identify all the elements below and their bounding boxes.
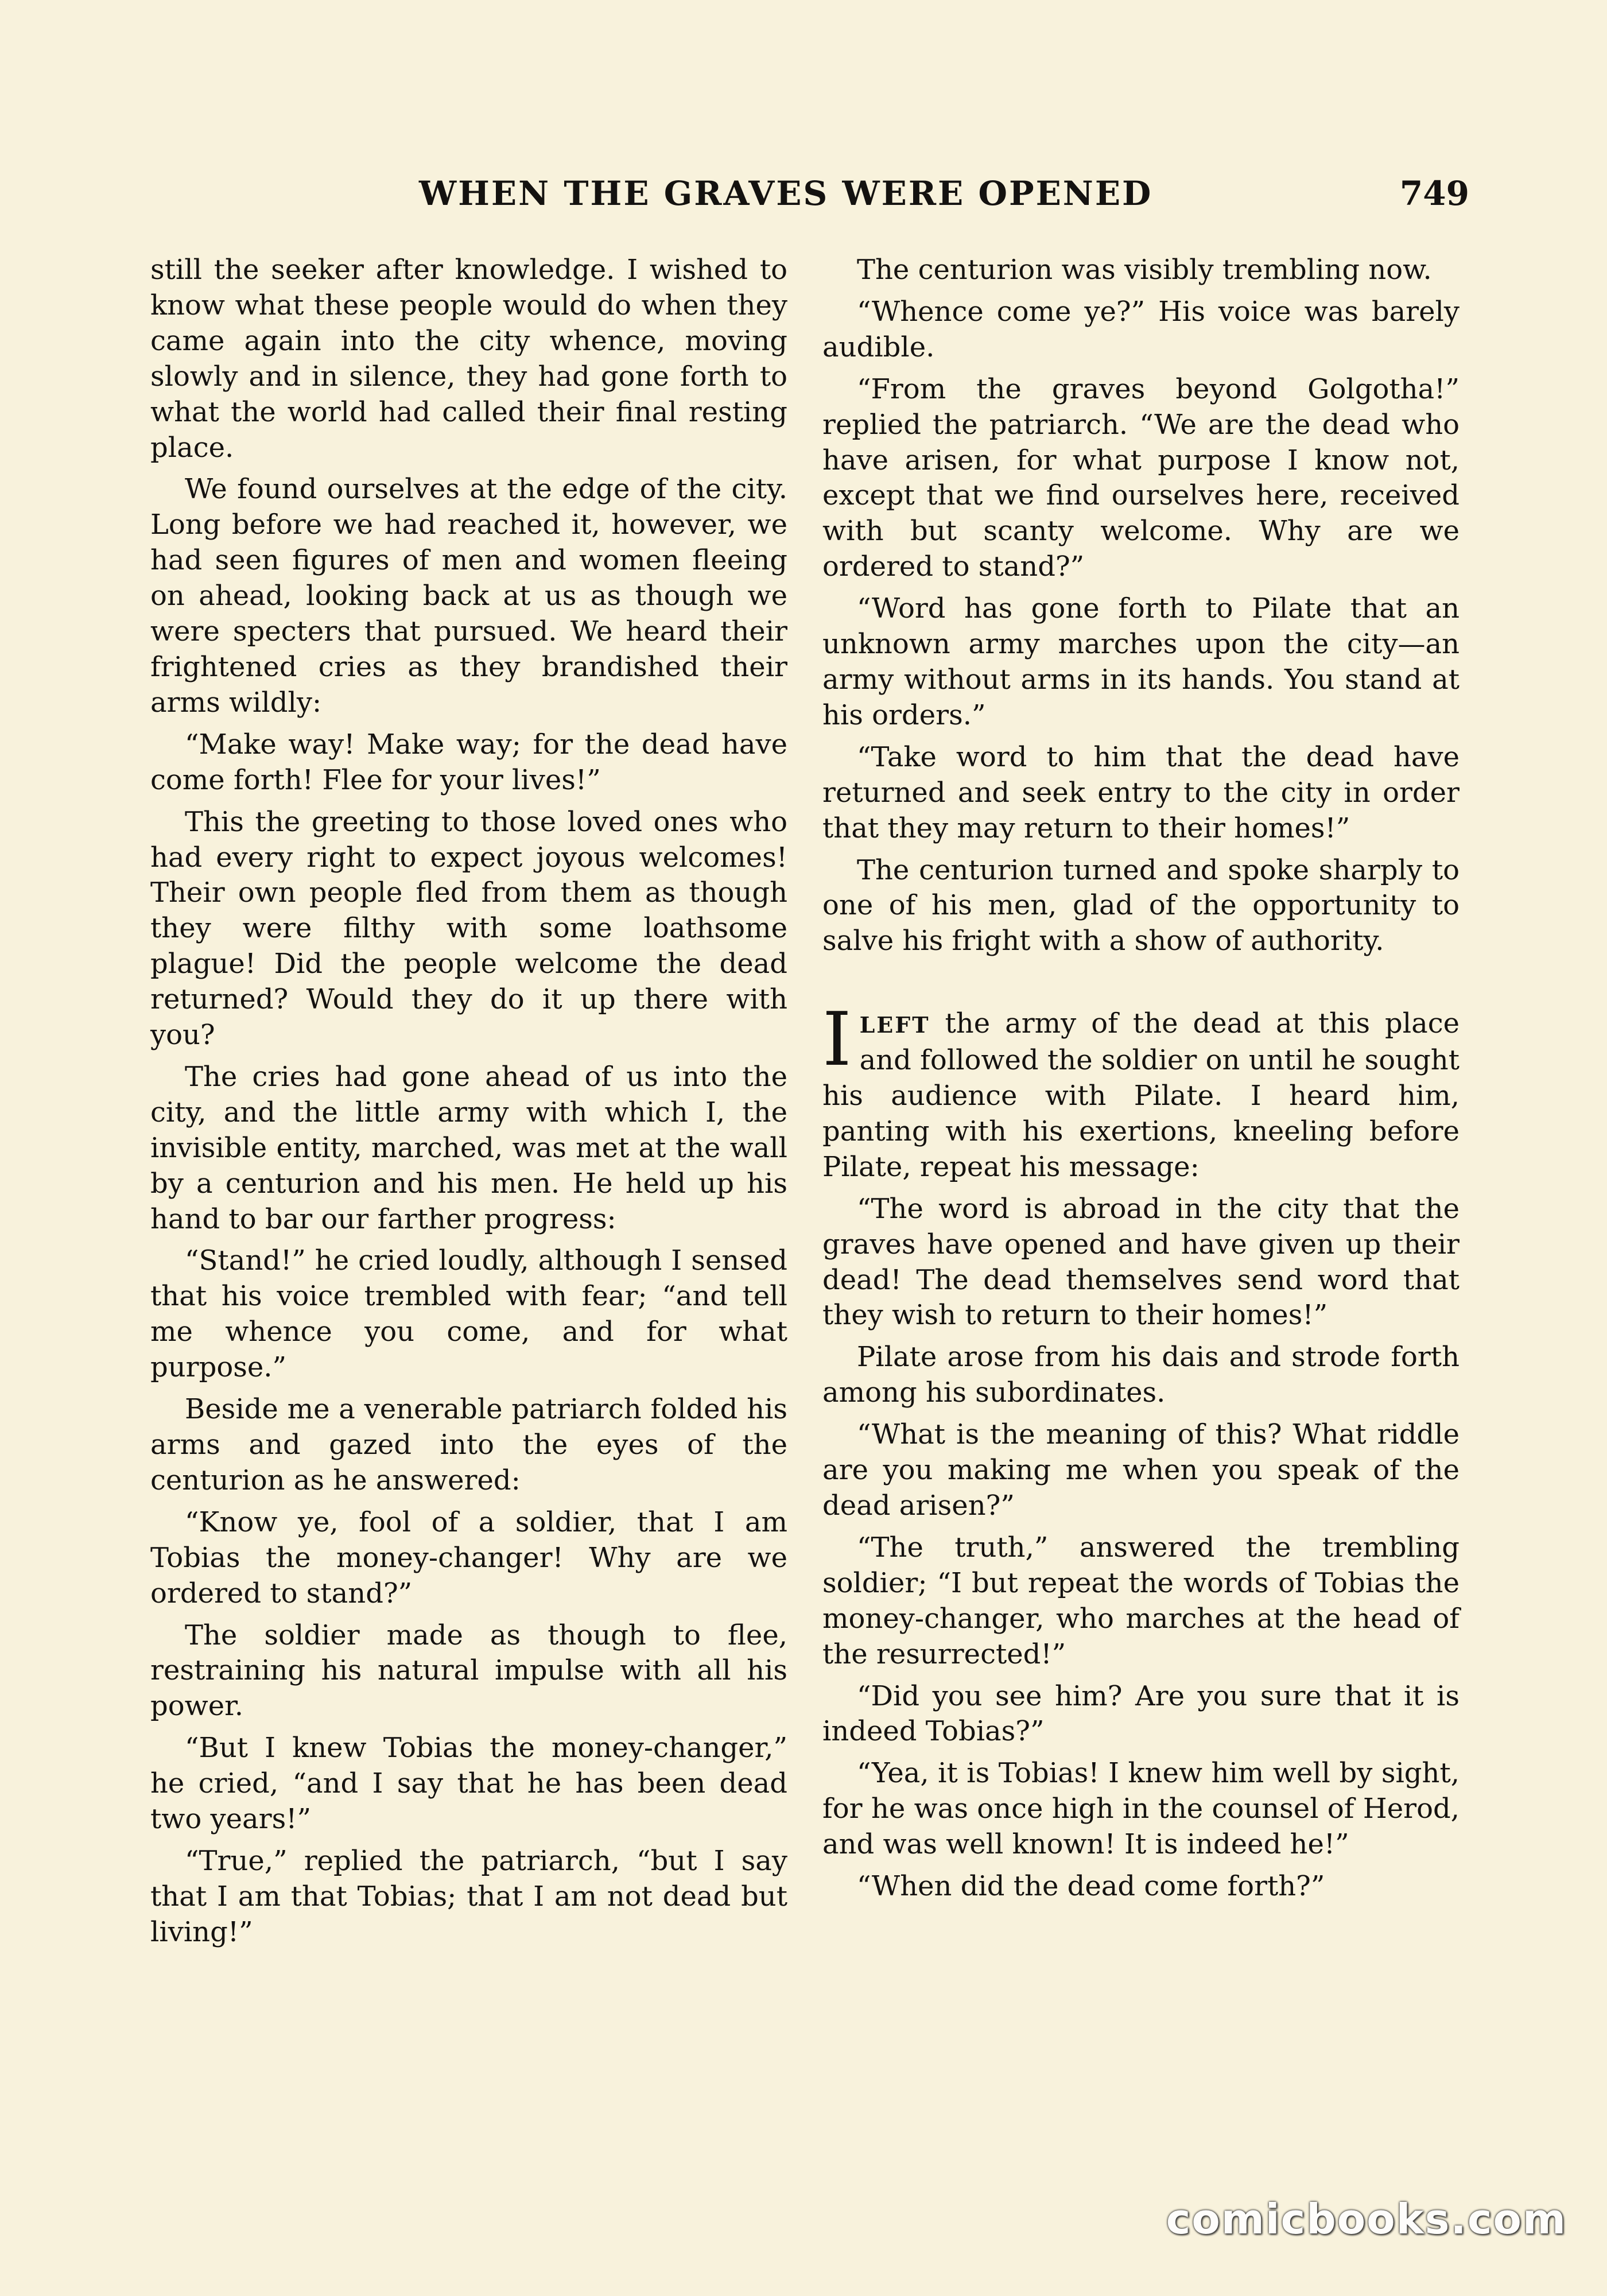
paragraph: still the seeker after knowledge. I wished to know what these people would do when they came again into the city whence, moving slowly and in silence, they had gone forth to what the world had called their final resting place. [150, 254, 787, 464]
paragraph: “True,” replied the patriarch, “but I say that I am that Tobias; that I am not dead but living!” [150, 1844, 787, 1948]
paragraph: “Know ye, fool of a soldier, that I am Tobias the money-changer! Why are we ordered to stand?” [150, 1506, 787, 1609]
paragraph: The soldier made as though to flee, restraining his natural impulse with all his power. [150, 1619, 787, 1723]
paragraph: “But I knew Tobias the money-changer,” he cried, “and I say that he has been dead two years!” [150, 1732, 787, 1836]
running-title: WHEN THE GRAVES WERE OPENED [419, 174, 1153, 213]
paragraph: The centurion turned and spoke sharply to one of his men, glad of the opportunity to salve his fright with a show of authority. [822, 854, 1460, 957]
paragraph: “Whence come ye?” His voice was barely audible. [822, 295, 1460, 363]
paragraph: Beside me a venerable patriarch folded his arms and gazed into the eyes of the centurion as he answered: [150, 1393, 787, 1496]
paragraph: “Did you see him? Are you sure that it is indeed Tobias?” [822, 1680, 1460, 1748]
paragraph: “The truth,” answered the trembling soldier; “I but repeat the words of Tobias the money-changer, who marches at the head of the resurrected!” [822, 1531, 1460, 1670]
running-head [149, 168, 1469, 219]
paragraph: “From the graves beyond Golgotha!” replied the patriarch. “We are the dead who have arisen, for what purpose I know not, except that we find ourselves here, received with but scanty welcome. Why are we ordered to stand?” [822, 373, 1460, 583]
section-opening-text: the army of the dead at this place and followed the soldier on until he sought his audience with Pilate. I heard him, panting with his exertions, kneeling before Pilate, repeat his message: [822, 1007, 1460, 1183]
paragraph: “The word is abroad in the city that the graves have opened and have given up their dead! The dead themselves send word that they wish to return to their homes!” [822, 1192, 1460, 1332]
paragraph: “What is the meaning of this? What riddle are you making me when you speak of the dead arisen?” [822, 1418, 1460, 1522]
left-column [150, 253, 787, 1957]
paragraph: The cries had gone ahead of us into the city, and the little army with which I, the invisible entity, marched, was met at the wall by a centurion and his men. He held up his hand to bar our farther progress: [150, 1060, 787, 1235]
paragraph: Pilate arose from his dais and strode forth among his subordinates. [822, 1341, 1460, 1409]
paragraph: “When did the dead come forth?” [857, 1870, 1325, 1903]
right-column [822, 253, 1460, 1911]
paragraph: “Take word to him that the dead have returned and seek entry to the city in order that they may return to their homes!” [822, 740, 1460, 844]
page-number: 749 [1399, 174, 1469, 213]
paragraph: We found ourselves at the edge of the city. Long before we had reached it, however, we had seen figures of men and women fleeing on ahead, looking back at us as though we were specters that pursued. We heard their frightened cries as they brandished their arms wildly: [150, 473, 787, 719]
paragraph: “Make way! Make way; for the dead have come forth! Flee for your lives!” [150, 728, 787, 796]
paragraph: “Yea, it is Tobias! I knew him well by sight, for he was once high in the counsel of Herod, and was well known! It is indeed he!” [822, 1757, 1460, 1861]
paragraph: This the greeting to those loved ones who had every right to expect joyous welcomes! Their own people fled from them as though they were filthy with some loathsome plague! Did the people welcome the dead returned? Would they do it up there with you? [150, 805, 787, 1052]
watermark: comicbooks.com [1166, 2195, 1567, 2243]
paragraph: “Word has gone forth to Pilate that an unknown army marches upon the city—an army without arms in its hands. You stand at his orders.” [822, 592, 1460, 731]
small-caps-lead: LEFT [859, 1012, 930, 1038]
section-opening-paragraph [822, 997, 1460, 1185]
drop-cap: I [822, 997, 852, 1083]
paragraph: “Stand!” he cried loudly, although I sensed that his voice trembled with fear; “and tell me whence you come, and for what purpose.” [150, 1244, 787, 1384]
paragraph: The centurion was visibly trembling now. [857, 254, 1432, 286]
